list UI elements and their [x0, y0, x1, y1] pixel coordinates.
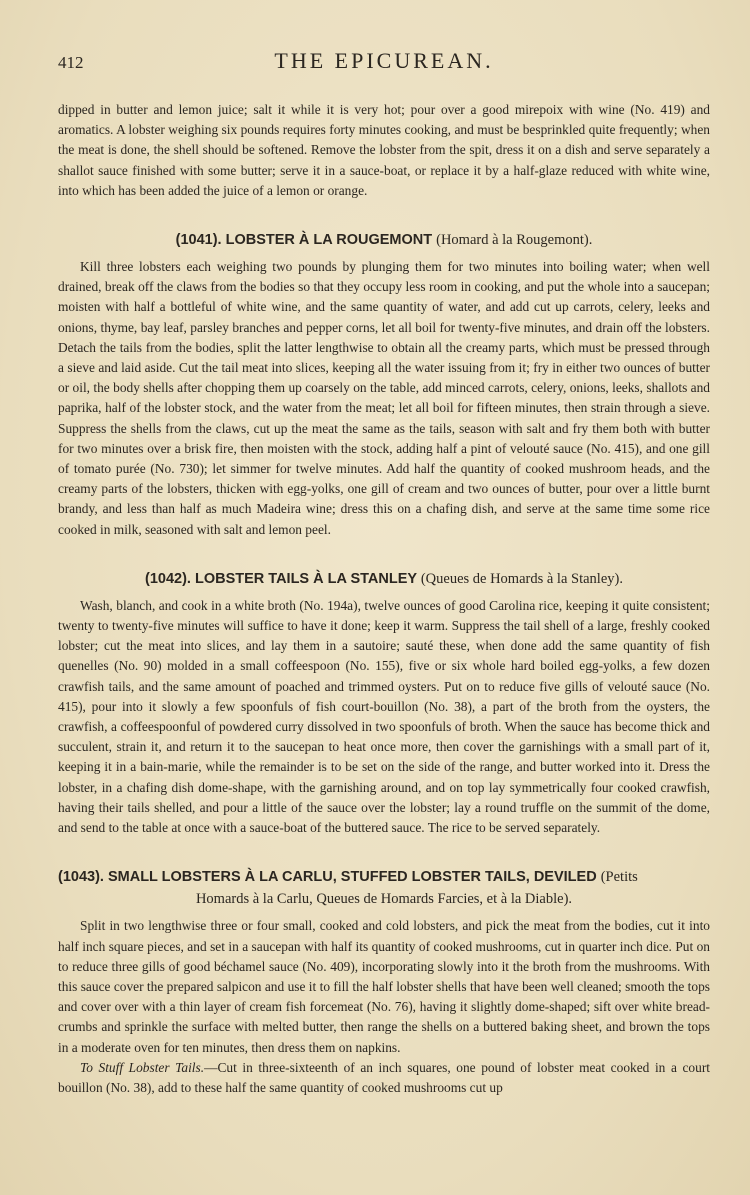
- recipe-heading-1041: [58, 229, 710, 251]
- page-number: 412: [58, 53, 84, 72]
- recipe-french-title: (Homard à la Rougemont).: [436, 232, 593, 249]
- recipe-body-1041: Kill three lobsters each weighing two pounds by plunging them for two minutes into boiling water; when well drained, break off the claws from the bodies so that they occupy less room in cooking, and put the whole into a saucepan; moisten with half a bottleful of white wine, and the same quantity of water, and add cut up carrots, celery, leeks and onions, thyme, bay leaf, parsley branches and pepper corns, let all boil for twenty-five minutes, and drain off the lobsters. Detach the tails from the bodies, split the latter lengthwise to obtain all the creamy parts, which must be pressed through a sieve and laid aside. Cut the tail meat into slices, keeping all the water issuing from it; fry in either two ounces of butter or oil, the body shells after chopping them up coarsely on the table, add minced carrots, celery, onions, leeks, shallots and paprika, half of the lobster stock, and the water from the meat; let all boil for fifteen minutes, then strain through a sieve. Suppress the shells from the claws, cut up the meat the same as the tails, season with salt and fry them both with butter for two minutes over a brisk fire, then moisten with the stock, adding half a pint of velouté sauce (No. 415), and one gill of tomato purée (No. 730); let simmer for twelve minutes. Add half the quantity of cooked mushroom heads, and the creamy parts of the lobsters, thicken with egg-yolks, one gill of cream and two ounces of butter, pour over a little burnt brandy, and less than half as much Madeira wine; dress this on a chafing dish, and serve at the same time some rice cooked in milk, seasoned with salt and lemon peel.: [58, 259, 710, 537]
- recipe-french-title: (Petits: [600, 869, 638, 886]
- page-header: [58, 48, 710, 78]
- recipe-heading-1042: [58, 568, 710, 590]
- recipe-french-title-line2: Homards à la Carlu, Queues de Homards Farcies, et à la Diable).: [195, 891, 573, 908]
- recipe-title: (1043). SMALL LOBSTERS À LA CARLU, STUFFED LOBSTER TAILS, DEVILED: [58, 869, 597, 886]
- sub-recipe-body: —Cut in three-sixteenth of an inch squares, one pound of lobster meat cooked in a court bouillon (No. 38), add to these half the same quantity of cooked mushrooms cut up: [58, 1059, 710, 1095]
- recipe-body-1043: Split in two lengthwise three or four small, cooked and cold lobsters, and pick the meat from the bodies, cut it into half inch square pieces, and set in a saucepan with half its quantity of cooked mushrooms, cut in quarter inch dice. Put on to reduce three gills of good béchamel sauce (No. 409), incorporating slowly into it the broth from the mushrooms. With this sauce cover the prepared salpicon and use it to fill the half lobster shells that have been well cleaned; smooth the tops and cover over with a thin layer of cream fish forcemeat (No. 76), having it slightly dome-shaped; sift over white bread-crumbs and sprinkle the surface with melted butter, then range the shells on a buttered baking sheet, and brown the tops in a moderate oven for ten minutes, then dress them on napkins.: [58, 918, 710, 1055]
- recipe-body-1042: Wash, blanch, and cook in a white broth (No. 194a), twelve ounces of good Carolina rice, keeping it quite consistent; twenty to twenty-five minutes will suffice to have it done; keep it warm. Suppress the tail shell of a large, freshly cooked lobster; cut the meat into slices, and lay them in a sautoire; sauté these, when done add the same quantity of fish quenelles (No. 90) molded in a small coffeespoon (No. 155), five or six whole hard boiled egg-yolks, a few dozen crawfish tails, and the same amount of poached and trimmed oysters. Put on to reduce five gills of velouté sauce (No. 415), pour into it slowly a few spoonfuls of fish court-bouillon (No. 38), a part of the broth from the oysters, the crawfish, a coffeespoonful of powdered curry dissolved in two spoonfuls of broth. When the sauce has become thick and succulent, strain it, and return it to the saucepan to heat once more, then cover the garnishings with a small part of it, keeping it in a bain-marie, while the remainder is to be set on the side of the range, and butter worked into it. Dress the lobster, in a chafing dish dome-shape, with the garnishing around, and on top lay symmetrically four cooked crawfish, having their tails shelled, and pour a little of the sauce over the lobster; lay a round truffle on the summit of the dome, and send to the table at once with a sauce-boat of the buttered sauce. The rice to be served separately.: [58, 597, 710, 836]
- intro-paragraph: dipped in butter and lemon juice; salt it while it is very hot; pour over a good mirepoix with wine (No. 419) and aromatics. A lobster weighing six pounds requires forty minutes cooking, and must be besprinkled quite frequently; when the meat is done, the shell should be softened. Remove the lobster from the spit, dress it on a dish and serve separately a shallot sauce finished with some butter; serve it in a sauce-boat, or replace it by a half-glaze reduced with white wine, into which has been added the juice of a lemon or orange.: [58, 102, 710, 198]
- recipe-title: (1041). LOBSTER À LA ROUGEMONT: [175, 232, 433, 249]
- running-title: THE EPICUREAN.: [274, 48, 494, 73]
- sub-recipe-paragraph: [58, 1058, 710, 1098]
- sub-recipe-title: To Stuff Lobster Tails.: [80, 1059, 205, 1075]
- recipe-title: (1042). LOBSTER TAILS À LA STANLEY: [145, 570, 417, 587]
- recipe-french-title: (Queues de Homards à la Stanley).: [420, 570, 623, 587]
- recipe-heading-1043: [58, 866, 710, 910]
